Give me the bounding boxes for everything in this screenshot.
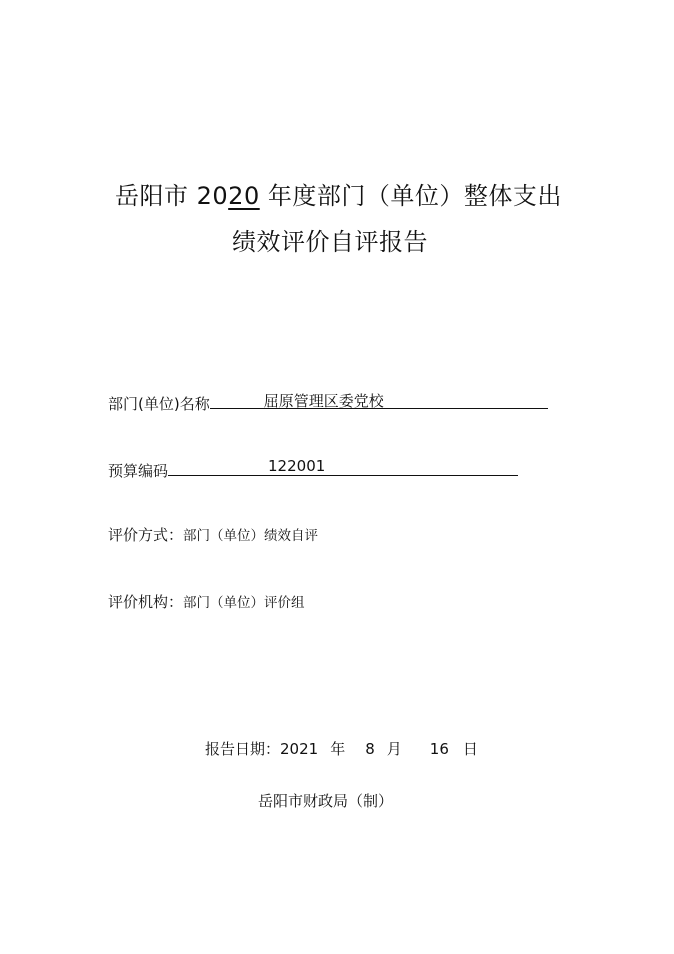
evaluation-org-label: 评价机构： [108,593,184,611]
dept-name-row [108,390,548,414]
report-date-month: 8 [365,740,375,758]
title-suffix: 年度部门（单位）整体支出 [259,182,562,210]
issuer-text: 岳阳市财政局（制） [258,792,394,810]
report-title-line1 [115,176,562,211]
report-date-day-unit: 日 [462,740,478,758]
report-date-label: 报告日期： [205,740,281,758]
evaluation-org-row [108,591,305,612]
evaluation-org-value: 部门（单位）评价组 [183,595,305,611]
title-year-underlined: 20 [228,182,260,210]
title-prefix: 岳阳市 20 [115,182,229,210]
budget-code-field [168,457,518,476]
budget-code-label: 预算编码 [108,462,169,480]
evaluation-method-value: 部门（单位）绩效自评 [183,528,319,544]
report-date-year-unit: 年 [330,740,346,758]
evaluation-method-label: 评价方式： [108,526,184,544]
dept-name-label: 部门(单位)名称 [108,395,210,413]
evaluation-method-row [108,524,318,545]
report-date-month-unit: 月 [386,740,402,758]
dept-name-value: 屈原管理区委党校 [263,392,384,410]
budget-code-value: 122001 [268,457,326,475]
report-date-day: 16 [429,740,449,758]
report-date-row [205,738,478,759]
dept-name-field [210,390,548,409]
report-date-year: 2021 [280,740,319,758]
report-title-line2: 绩效评价自评报告 [232,228,428,256]
budget-code-row [108,457,518,481]
